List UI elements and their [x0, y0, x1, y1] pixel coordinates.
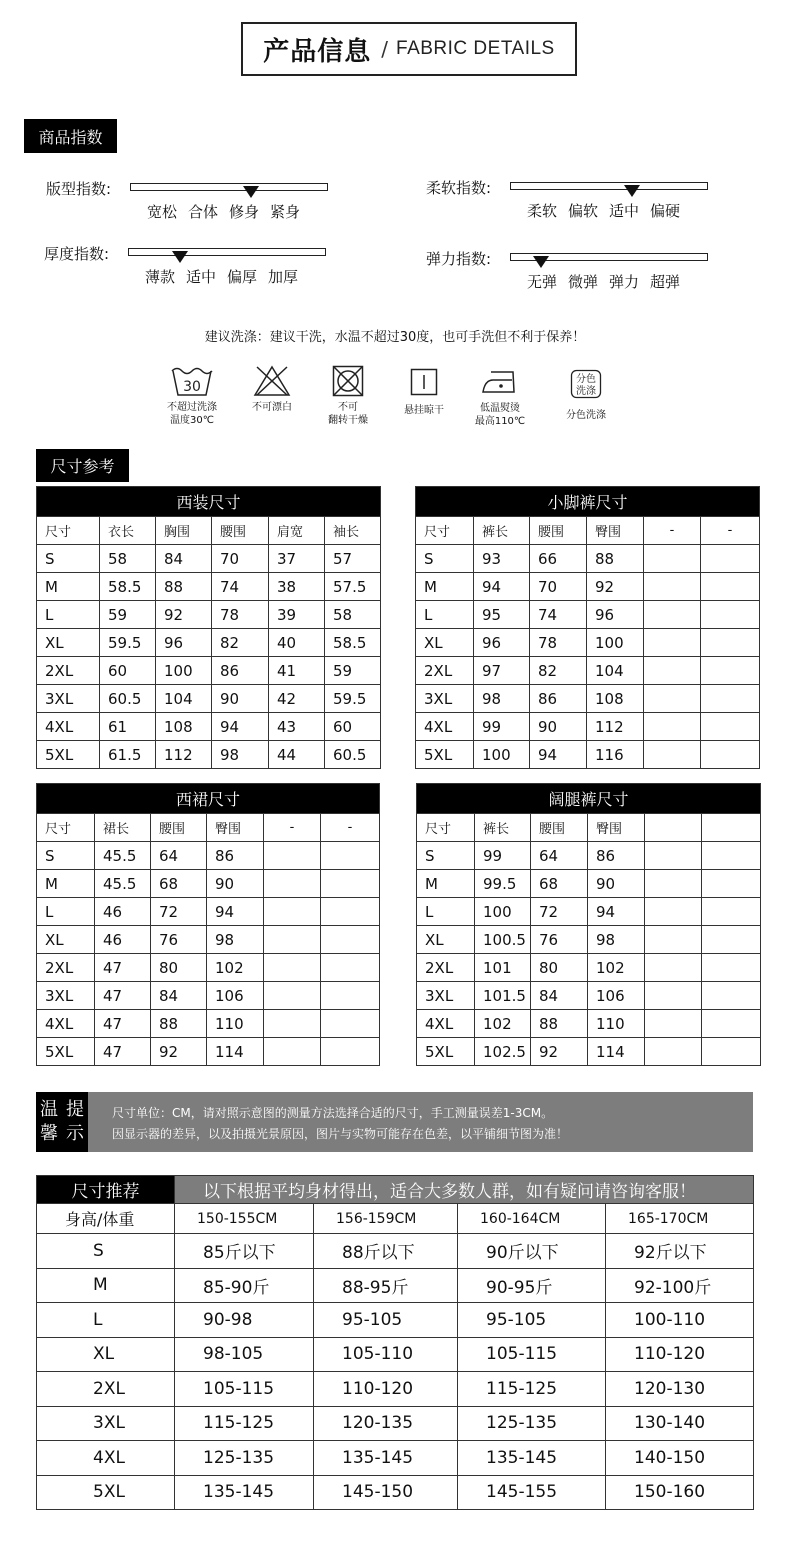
table-header: [702, 814, 761, 842]
table-header: 裙长: [95, 814, 151, 842]
wash-note: 建议洗涤：建议干洗，水温不超过30度，也可手洗但不利于保养！: [204, 330, 586, 345]
page-title-en: FABRIC DETAILS: [396, 38, 555, 59]
table-row: M 58.5 88 74 38 57.5: [37, 573, 381, 601]
line-dry-icon: [410, 368, 438, 396]
table-header: 身高/体重: [37, 1204, 175, 1234]
table-row: S 85斤以下 88斤以下 90斤以下 92斤以下: [37, 1234, 754, 1269]
index-option: 微弹: [568, 273, 599, 291]
table-header: -: [644, 517, 701, 545]
index-softness-name: 柔软指数:: [426, 179, 492, 197]
tips-banner: [36, 1092, 753, 1152]
index-fit-marker-icon: [243, 186, 259, 198]
index-option: 薄款: [145, 268, 176, 286]
table-header: 腰围: [212, 517, 269, 545]
table-row: 3XL 47 84 106: [37, 982, 380, 1010]
table-header: 裤长: [474, 517, 530, 545]
index-option: 无弹: [527, 273, 558, 291]
table-row: 3XL 98 86 108: [416, 685, 760, 713]
no-tumble-dry-icon: [332, 365, 364, 397]
table-row: L 95 74 96: [416, 601, 760, 629]
index-fit-options: [147, 201, 300, 222]
wash-temp-text: 30: [183, 379, 201, 395]
title-separator: /: [381, 37, 389, 61]
table-row: 2XL 60 100 86 41 59: [37, 657, 381, 685]
table-header: 裤长: [475, 814, 531, 842]
skirt-size-table: [36, 783, 380, 1066]
table-row: 3XL 115-125 120-135 125-135 130-140: [37, 1406, 754, 1441]
care-separate-wash: [556, 369, 616, 422]
table-row: 5XL 100 94 116: [416, 741, 760, 769]
table-header: -: [264, 814, 321, 842]
care-label: 悬挂晾干: [404, 405, 444, 416]
svg-text:洗涤: 洗涤: [576, 386, 596, 397]
index-section-label: 商品指数: [24, 119, 117, 153]
index-softness-marker-icon: [624, 185, 640, 197]
table-header: 腰围: [151, 814, 207, 842]
table-header: 腰围: [530, 517, 587, 545]
table-header: 衣长: [100, 517, 156, 545]
table-row: XL 96 78 100: [416, 629, 760, 657]
table-row: 5XL 102.5 92 114: [417, 1038, 761, 1066]
table-row: 2XL 97 82 104: [416, 657, 760, 685]
suit-size-table: [36, 486, 381, 769]
table-header: 臀围: [587, 517, 644, 545]
table-row: L 90-98 95-105 95-105 100-110: [37, 1303, 754, 1338]
table-header: 尺寸: [416, 517, 474, 545]
care-label: 分色洗涤: [566, 410, 606, 421]
recommend-label: 尺寸推荐: [37, 1176, 175, 1204]
tips-line-2: 因显示器的差异，以及拍摄光景原因，图片与实物可能存在色差，以平铺细节图为准！: [112, 1127, 569, 1141]
table-row: 5XL 135-145 145-150 145-155 150-160: [37, 1475, 754, 1510]
table-caption: 小脚裤尺寸: [416, 487, 760, 517]
table-row: 2XL 105-115 110-120 115-125 120-130: [37, 1372, 754, 1407]
index-option: 偏硬: [650, 202, 681, 220]
table-row: 2XL 101 80 102: [417, 954, 761, 982]
wide-pants-size-table: [416, 783, 761, 1066]
index-elasticity-name: 弹力指数:: [426, 250, 492, 268]
care-no-bleach: [242, 365, 302, 414]
table-caption: 西裙尺寸: [37, 784, 380, 814]
table-row: 3XL 60.5 104 90 42 59.5: [37, 685, 381, 713]
table-row: L 100 72 94: [417, 898, 761, 926]
table-header: -: [701, 517, 760, 545]
table-row: 4XL 102 88 110: [417, 1010, 761, 1038]
table-row: M 45.5 68 90: [37, 870, 380, 898]
svg-text:分色: 分色: [576, 374, 596, 385]
table-header: 160-164CM: [458, 1204, 606, 1234]
table-row: XL 100.5 76 98: [417, 926, 761, 954]
table-row: 5XL 47 92 114: [37, 1038, 380, 1066]
table-row: M 85-90斤 88-95斤 90-95斤 92-100斤: [37, 1268, 754, 1303]
no-bleach-icon: [253, 365, 291, 397]
table-header: 肩宽: [269, 517, 325, 545]
table-row: 4XL 99 90 112: [416, 713, 760, 741]
table-row: 3XL 101.5 84 106: [417, 982, 761, 1010]
slim-pants-size-table: [415, 486, 760, 769]
table-header: 臀围: [588, 814, 645, 842]
index-option: 偏厚: [227, 268, 258, 286]
index-thickness-options: [145, 266, 298, 287]
index-thickness-name: 厚度指数:: [44, 245, 110, 263]
care-line-dry: [394, 368, 454, 417]
table-header: [645, 814, 702, 842]
table-header: 尺寸: [37, 517, 100, 545]
table-header: 165-170CM: [606, 1204, 754, 1234]
index-option: 修身: [229, 203, 260, 221]
recommend-note: 以下根据平均身材得出，适合大多数人群，如有疑问请咨询客服！: [175, 1176, 754, 1204]
table-header: 尺寸: [37, 814, 95, 842]
table-header: -: [321, 814, 380, 842]
table-row: S 58 84 70 37 57: [37, 545, 381, 573]
index-thickness-bar: [128, 248, 326, 256]
index-option: 柔软: [527, 202, 558, 220]
table-row: 4XL 47 88 110: [37, 1010, 380, 1038]
care-wash-30: [160, 365, 224, 427]
index-softness-bar: [510, 182, 708, 190]
table-header: 胸围: [156, 517, 212, 545]
index-elasticity-options: [527, 271, 680, 292]
care-label: 不可漂白: [252, 402, 292, 413]
index-option: 加厚: [268, 268, 299, 286]
table-row: 2XL 47 80 102: [37, 954, 380, 982]
low-iron-icon: [481, 368, 519, 398]
table-row: M 94 70 92: [416, 573, 760, 601]
care-label: 不超过洗涤 温度30℃: [167, 402, 217, 426]
separate-wash-icon: [570, 369, 602, 399]
table-row: L 59 92 78 39 58: [37, 601, 381, 629]
page-title-cn: 产品信息: [263, 36, 372, 67]
table-header: 臀围: [207, 814, 264, 842]
index-option: 合体: [188, 203, 219, 221]
care-label: 不可 翻转干燥: [328, 402, 368, 426]
table-row: S 45.5 64 86: [37, 842, 380, 870]
table-row: 4XL 125-135 135-145 135-145 140-150: [37, 1441, 754, 1476]
index-option: 紧身: [270, 203, 301, 221]
index-option: 宽松: [147, 203, 178, 221]
table-row: M 99.5 68 90: [417, 870, 761, 898]
table-row: S 93 66 88: [416, 545, 760, 573]
tips-label: 温馨 提示: [36, 1092, 88, 1152]
size-section-label: 尺寸参考: [36, 449, 129, 482]
page-title-box: [241, 22, 577, 76]
table-row: S 99 64 86: [417, 842, 761, 870]
table-header: 156-159CM: [314, 1204, 458, 1234]
index-elasticity-marker-icon: [533, 256, 549, 268]
index-option: 适中: [186, 268, 217, 286]
index-thickness-marker-icon: [172, 251, 188, 263]
care-low-iron: [470, 368, 530, 428]
tips-line-1: 尺寸单位：CM，请对照示意图的测量方法选择合适的尺寸，手工测量误差1-3CM。: [112, 1106, 554, 1120]
index-fit-name: 版型指数:: [46, 180, 112, 198]
care-label: 低温熨烫 最高110℃: [474, 403, 526, 427]
table-header: 150-155CM: [175, 1204, 314, 1234]
table-header: 尺寸: [417, 814, 475, 842]
table-caption: 阔腿裤尺寸: [417, 784, 761, 814]
table-row: XL 59.5 96 82 40 58.5: [37, 629, 381, 657]
table-row: 4XL 61 108 94 43 60: [37, 713, 381, 741]
table-header: 腰围: [531, 814, 588, 842]
wash-30-icon: [170, 365, 214, 397]
index-fit-bar: [130, 183, 328, 191]
table-caption: 西装尺寸: [37, 487, 381, 517]
table-header: 袖长: [325, 517, 381, 545]
index-option: 弹力: [609, 273, 640, 291]
index-softness-options: [527, 200, 680, 221]
table-row: XL 98-105 105-110 105-115 110-120: [37, 1337, 754, 1372]
index-option: 适中: [609, 202, 640, 220]
size-recommendation-table: [36, 1175, 754, 1510]
table-row: 5XL 61.5 112 98 44 60.5: [37, 741, 381, 769]
index-option: 超弹: [650, 273, 681, 291]
index-option: 偏软: [568, 202, 599, 220]
care-no-tumble-dry: [318, 365, 378, 427]
table-row: L 46 72 94: [37, 898, 380, 926]
table-row: XL 46 76 98: [37, 926, 380, 954]
